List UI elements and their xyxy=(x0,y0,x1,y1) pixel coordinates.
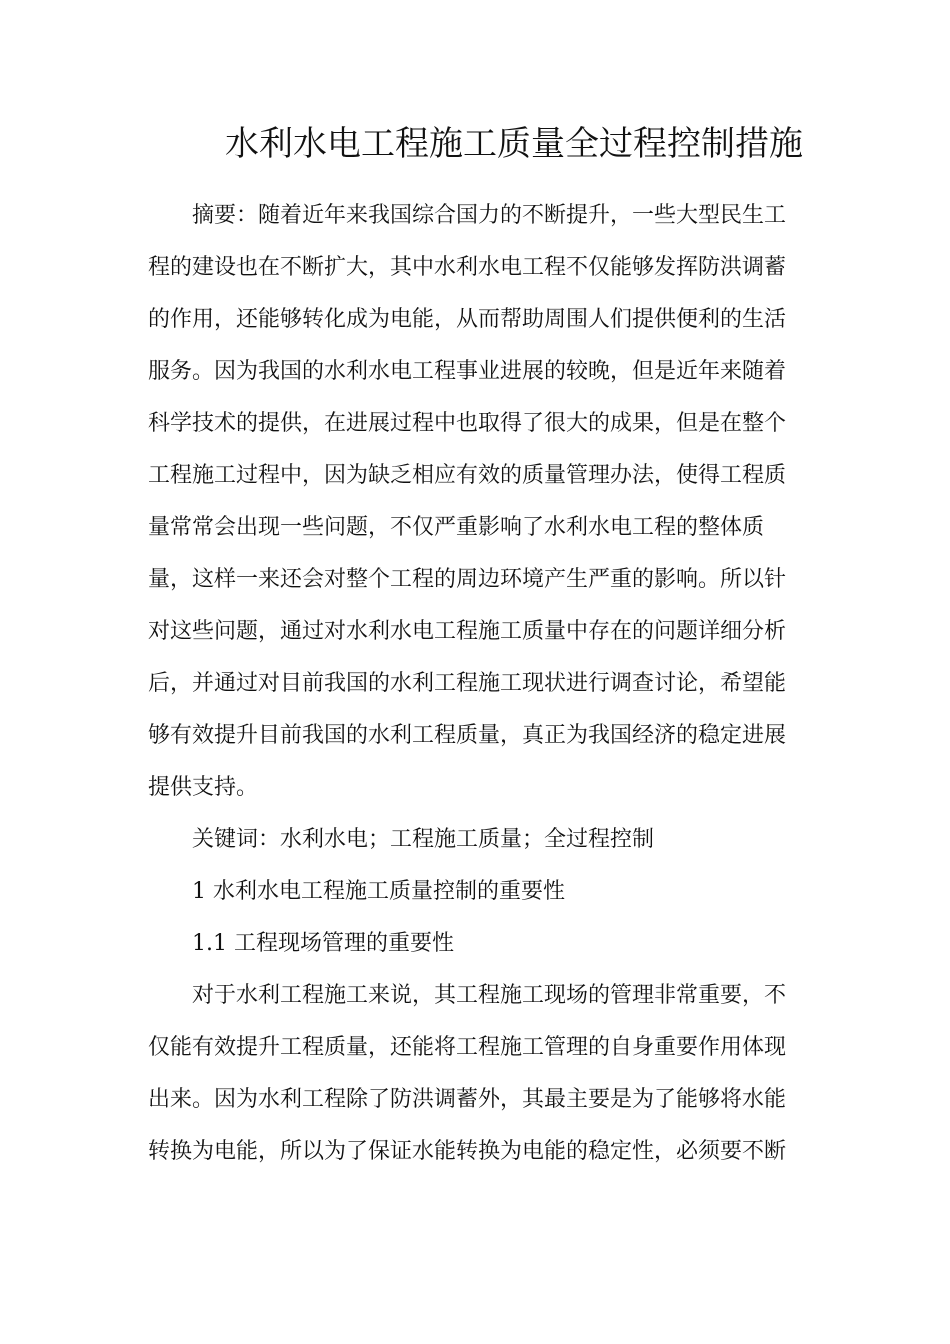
abstract-line: 服务。因为我国的水利水电工程事业进展的较晚，但是近年来随着 xyxy=(148,359,787,384)
abstract-line: 科学技术的提供，在进展过程中也取得了很大的成果，但是在整个 xyxy=(148,411,787,436)
body-line: 仅能有效提升工程质量，还能将工程施工管理的自身重要作用体现 xyxy=(148,1035,787,1060)
subsection-heading: 1.1 工程现场管理的重要性 xyxy=(192,931,454,956)
abstract-line: 程的建设也在不断扩大，其中水利水电工程不仅能够发挥防洪调蓄 xyxy=(148,255,787,280)
keywords-line: 关键词：水利水电；工程施工质量；全过程控制 xyxy=(192,827,655,852)
abstract-line: 量常常会出现一些问题，不仅严重影响了水利水电工程的整体质 xyxy=(148,515,765,540)
abstract-line: 对这些问题，通过对水利水电工程施工质量中存在的问题详细分析 xyxy=(148,619,787,644)
abstract-paragraph xyxy=(148,190,798,814)
body-line: 对于水利工程施工来说，其工程施工现场的管理非常重要，不 xyxy=(192,983,787,1008)
abstract-line: 提供支持。 xyxy=(148,775,259,800)
body-line: 出来。因为水利工程除了防洪调蓄外，其最主要是为了能够将水能 xyxy=(148,1087,787,1112)
abstract-line: 的作用，还能够转化成为电能，从而帮助周围人们提供便利的生活 xyxy=(148,307,787,332)
section-heading: 1 水利水电工程施工质量控制的重要性 xyxy=(192,879,565,904)
abstract-line: 量，这样一来还会对整个工程的周边环境产生严重的影响。所以针 xyxy=(148,567,787,592)
document-body xyxy=(148,190,798,1178)
abstract-line: 够有效提升目前我国的水利工程质量，真正为我国经济的稳定进展 xyxy=(148,723,787,748)
body-paragraph xyxy=(148,970,798,1178)
document-title: 水利水电工程施工质量全过程控制措施 xyxy=(225,124,803,164)
abstract-line: 后，并通过对目前我国的水利工程施工现状进行调查讨论，希望能 xyxy=(148,671,787,696)
abstract-line: 摘要：随着近年来我国综合国力的不断提升，一些大型民生工 xyxy=(192,203,787,228)
abstract-line: 工程施工过程中，因为缺乏相应有效的质量管理办法，使得工程质 xyxy=(148,463,787,488)
body-line: 转换为电能，所以为了保证水能转换为电能的稳定性，必须要不断 xyxy=(148,1139,787,1164)
